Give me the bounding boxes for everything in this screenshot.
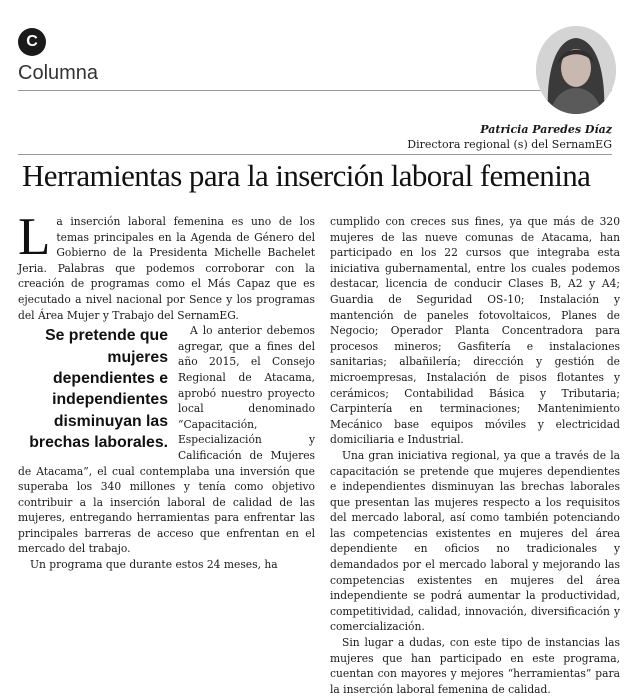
paragraph-2 xyxy=(18,323,315,557)
article-column-left xyxy=(18,208,315,573)
paragraph-3-continued: cumplido con creces sus fines, ya que más de 320 mujeres de las nueve comunas de Atacama, han participado en los 22 cursos que integraba esta iniciativa gubernamental, entre los cuales podemos destacar, licencia de conducir Clases B, A2 y A4; Guardia de Seguridad OS-10; Instalación y mantención de paneles fotovoltaicos, Planes de Negocio; Operador Planta Concentradora para procesos mineros; Gasfitería e instalaciones sanitarias; albañilería; dirección y gestión de microempresas, Instalación de pisos flotantes y cerámicos; Contabilidad Básica y Tributaria; Carpintería en terminaciones; Mantenimiento Mecánico base equipos móviles y electricidad domiciliaria e Industrial. xyxy=(330,215,620,447)
dropcap: L xyxy=(18,208,51,266)
author-photo xyxy=(536,26,616,114)
portrait-image xyxy=(536,26,616,114)
paragraph-5: Sin lugar a dudas, con este tipo de instancias las mujeres que han participado en este programa, cuentan con mayores y mejores “herramientas” para la inserción laboral femenina de calidad. xyxy=(330,636,620,696)
paragraph-1-text: a inserción laboral femenina es uno de los temas principales en la Agenda de Género del Gobierno de la Presidenta Michelle Bachelet Jeria. Palabras que podemos corroborar con la creación de programas como el Más Capaz que es ejecutado a nivel nacional por Sence y los programas del Área Mujer y Trabajo del SernamEG. xyxy=(18,215,315,322)
paragraph-3: Un programa que durante estos 24 meses, ha xyxy=(30,558,278,572)
author-role: Directora regional (s) del SernamEG xyxy=(407,138,612,151)
pull-quote: Se pretende que mujeres dependientes e independientes disminuyan las brechas laborales. xyxy=(29,327,168,452)
author-block xyxy=(407,122,612,152)
column-badge: C xyxy=(18,28,46,56)
header-rule xyxy=(18,90,612,91)
section-title: Columna xyxy=(18,62,99,84)
article-column-right xyxy=(330,214,620,697)
paragraph-4: Una gran iniciativa regional, ya que a través de la capacitación se pretende que mujeres dependientes e independientes disminuyan las brechas laborales que presentan las mujeres respecto a los requisitos del mercado laboral, así como también potenciando las competencias existentes en mujeres del área dependiente en oficios no tradicionales y demandados por el mercado laboral y mejorando las competencias existentes en mujeres del área independiente se podrá aumentar la productividad, competitividad, calidad, innovación, diversificación y comercialización. xyxy=(330,448,620,634)
headline: Herramientas para la inserción laboral femenina xyxy=(22,158,591,193)
paragraph-1 xyxy=(18,208,315,323)
headline-rule xyxy=(18,154,612,155)
paragraph-2-text: A lo anterior debemos agregar, que a fines del año 2015, el Consejo Regional de Atacama, aprobó nuestro proyecto local denominado “Capacitación, Especialización y Calificación de Mujeres de Atacama”, el cual contemplaba una inversión que superaba los 340 millones y tenía como objetivo contribuir a la inserción laboral de calidad de las mujeres, entregando herramientas para enfrentar las principales barreras de acceso que enfrentan en el mercado del trabajo. xyxy=(18,324,315,556)
author-name: Patricia Paredes Díaz xyxy=(480,123,612,136)
